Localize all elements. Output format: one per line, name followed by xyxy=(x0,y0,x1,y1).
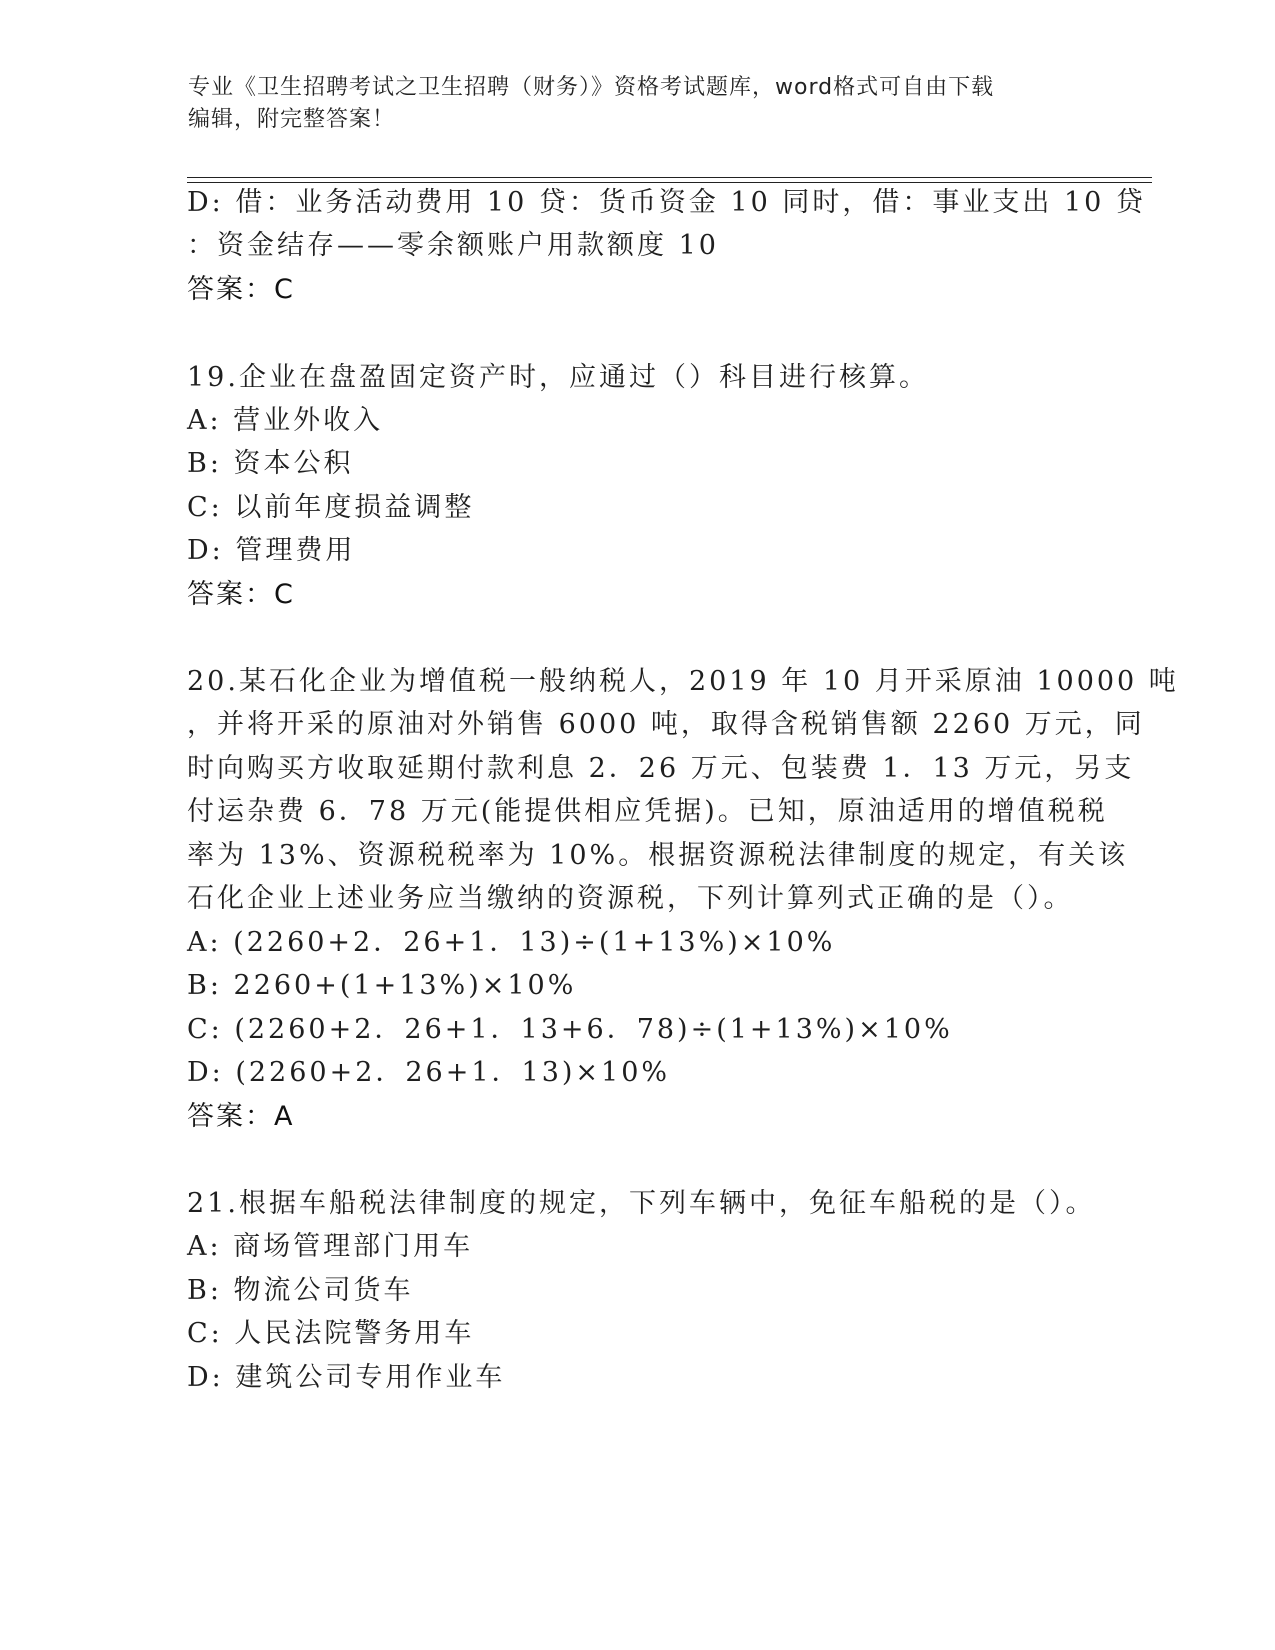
q19-option-b: B: 资本公积 xyxy=(187,448,354,479)
document-header xyxy=(188,72,1088,136)
q20-stem-line-6: 石化企业上述业务应当缴纳的资源税，下列计算列式正确的是（）。 xyxy=(187,883,1074,914)
q19-stem: 19.企业在盘盈固定资产时，应通过（）科目进行核算。 xyxy=(187,362,929,393)
q20-option-b: B: 2260+(1+13%)×10% xyxy=(187,970,577,1001)
q20-stem-line-2: ，并将开采的原油对外销售 6000 吨，取得含税销售额 2260 万元，同 xyxy=(187,709,1145,740)
q20-option-a: A: (2260+2．26+1．13)÷(1+13%)×10% xyxy=(187,927,836,958)
q18-answer: 答案：C xyxy=(187,274,295,305)
q20-option-c: C: (2260+2．26+1．13+6．78)÷(1+13%)×10% xyxy=(187,1014,953,1045)
q19-option-d: D: 管理费用 xyxy=(187,535,356,566)
q20-stem-line-1: 20.某石化企业为增值税一般纳税人，2019 年 10 月开采原油 10000 吨 xyxy=(187,666,1179,697)
q20-stem-line-3: 时向购买方收取延期付款利息 2．26 万元、包装费 1．13 万元，另支 xyxy=(187,753,1135,784)
q18-option-d-line-2: ：资金结存——零余额账户用款额度 10 xyxy=(187,230,719,261)
header-divider-bottom xyxy=(187,182,1152,183)
header-line-2: 编辑，附完整答案！ xyxy=(188,107,396,132)
q21-stem: 21.根据车船税法律制度的规定，下列车辆中，免征车船税的是（）。 xyxy=(187,1188,1096,1219)
q18-option-d-line-1: D: 借：业务活动费用 10 贷：货币资金 10 同时，借：事业支出 10 贷 xyxy=(187,187,1146,218)
header-line-1: 专业《卫生招聘考试之卫生招聘（财务）》资格考试题库，word格式可自由下载 xyxy=(188,75,995,100)
q20-answer: 答案：A xyxy=(187,1101,295,1132)
q21-option-b: B: 物流公司货车 xyxy=(187,1275,414,1306)
q19-option-c: C: 以前年度损益调整 xyxy=(187,492,475,523)
q21-option-a: A: 商场管理部门用车 xyxy=(187,1231,474,1262)
q19-option-a: A: 营业外收入 xyxy=(187,405,384,436)
q20-stem-line-4: 付运杂费 6．78 万元(能提供相应凭据)。已知，原油适用的增值税税 xyxy=(187,796,1108,827)
q21-option-d: D: 建筑公司专用作业车 xyxy=(187,1362,506,1393)
q21-option-c: C: 人民法院警务用车 xyxy=(187,1318,475,1349)
q19-answer: 答案：C xyxy=(187,579,295,610)
header-divider-top xyxy=(187,177,1152,178)
q20-stem-line-5: 率为 13%、资源税税率为 10%。根据资源税法律制度的规定，有关该 xyxy=(187,840,1129,871)
q20-option-d: D: (2260+2．26+1．13)×10% xyxy=(187,1057,671,1088)
